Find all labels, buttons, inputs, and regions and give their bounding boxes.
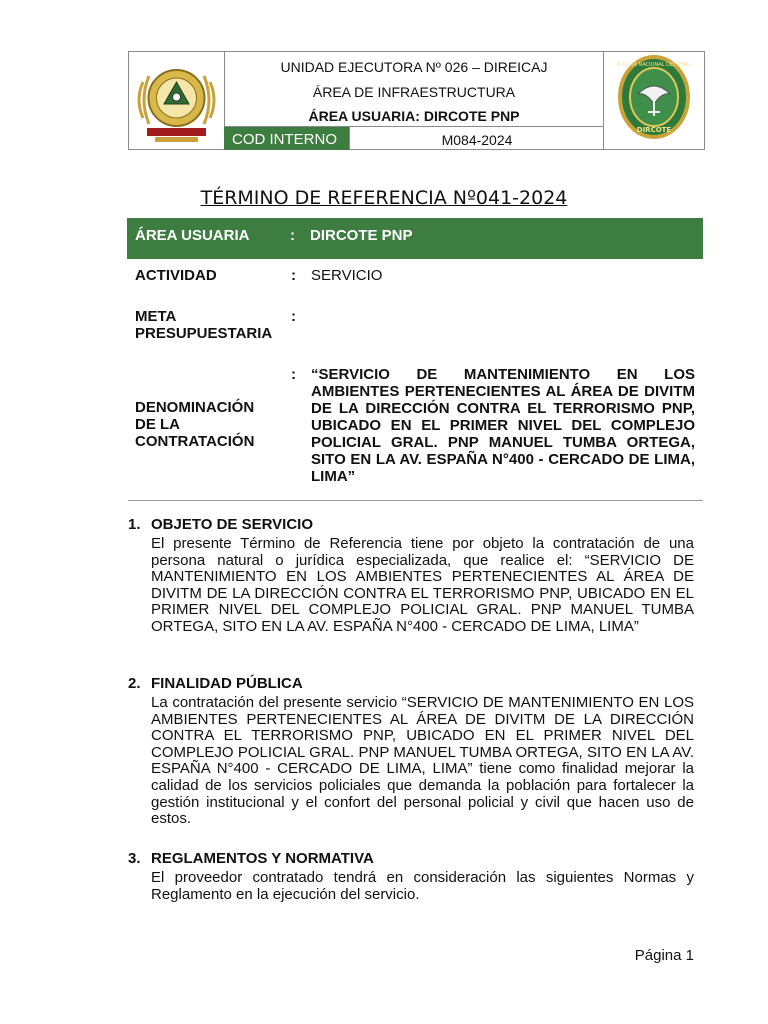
denominacion-key-line-1: DENOMINACIÓN <box>135 399 255 416</box>
denominacion-key <box>135 399 285 450</box>
header-area-line: ÁREA DE INFRAESTRUCTURA <box>312 84 516 100</box>
section-body: El presente Término de Referencia tiene por objeto la contratación de una persona natural o jurídica especializada, que realice el: “SERVICIO DE MANTENIMIENTO EN LOS AMBIENTES PERTENECIENTES AL ÁREA DE DIVITM DE LA DIRECCIÓN CONTRA EL TERRORISMO PNP, UBICADO EN EL PRIMER NIVEL DEL COMPLEJO POLICIAL GRAL. PNP MANUEL TUMBA ORTEGA, SITO EN LA AV. ESPAÑA N°400 - CERCADO DE LIMA, LIMA” <box>151 535 694 635</box>
document-title: TÉRMINO DE REFERENCIA Nº041-2024 <box>200 187 568 209</box>
page-number: Página 1 <box>634 947 694 964</box>
unit-emblem-icon <box>129 52 224 149</box>
denominacion-colon: : <box>291 366 296 383</box>
section-body: La contratación del presente servicio “SERVICIO DE MANTENIMIENTO EN LOS AMBIENTES PERTENECIENTES AL ÁREA DE DIVITM DE LA DIRECCIÓN CONTRA EL TERRORISMO PNP, UBICADO EN EL PRIMER NIVEL DEL COMPLEJO POLICIAL GRAL. PNP MANUEL TUMBA ORTEGA, SITO EN LA AV. ESPAÑA N°400 - CERCADO DE LIMA, LIMA” tiene como finalidad mejorar la calidad de los servicios policiales que demanda la población para fortalecer la gestión institucional y el confort del personal policial y civil que hacen uso de estos. <box>151 694 694 828</box>
denominacion-value: “SERVICIO DE MANTENIMIENTO EN LOS AMBIENTES PERTENECIENTES AL ÁREA DE DIVITM DE LA DIRECCIÓN CONTRA EL TERRORISMO PNP, UBICADO EN EL PRIMER NIVEL DEL COMPLEJO POLICIAL GRAL. PNP MANUEL TUMBA ORTEGA, SITO EN LA AV. ESPAÑA N°400 - CERCADO DE LIMA, LIMA” <box>311 366 695 485</box>
section-divider <box>128 500 703 501</box>
meta-key-line-1: META <box>135 308 177 325</box>
area-usuaria-ribbon <box>127 218 703 259</box>
section-heading: OBJETO DE SERVICIO <box>151 516 313 533</box>
meta-presupuestaria-colon: : <box>291 308 296 325</box>
denominacion-key-line-2: DE LA <box>135 416 180 433</box>
section-number: 3. <box>128 850 141 867</box>
section-number: 2. <box>128 675 141 692</box>
area-usuaria-value: DIRCOTE PNP <box>310 227 413 244</box>
actividad-key: ACTIVIDAD <box>135 267 217 284</box>
actividad-colon: : <box>291 267 296 284</box>
header-center <box>224 52 604 149</box>
dircote-shield-top-text: POLICIA NACIONAL DEL PERU <box>617 62 691 68</box>
section-body: El proveedor contratado tendrá en consideración las siguientes Normas y Reglamento en la ejecución del servicio. <box>151 869 694 903</box>
header-user-area-line: ÁREA USUARIA: DIRCOTE PNP <box>308 108 520 124</box>
header-unit-line: UNIDAD EJECUTORA Nº 026 – DIREICAJ <box>280 59 548 75</box>
left-logo-cell <box>129 52 225 149</box>
actividad-value: SERVICIO <box>311 267 383 284</box>
document-header <box>128 51 705 150</box>
dircote-shield-bottom-text: DIRCOTE <box>636 126 672 134</box>
internal-code-label: COD INTERNO <box>224 127 349 150</box>
right-logo-cell <box>603 52 704 149</box>
section-heading: REGLAMENTOS Y NORMATIVA <box>151 850 374 867</box>
denominacion-key-line-3: CONTRATACIÓN <box>135 433 255 450</box>
internal-code-row <box>224 126 604 150</box>
dircote-shield-icon <box>604 52 704 149</box>
area-usuaria-key: ÁREA USUARIA <box>135 227 250 244</box>
section-heading: FINALIDAD PÚBLICA <box>151 675 303 692</box>
meta-key-line-2: PRESUPUESTARIA <box>135 325 273 342</box>
section-number: 1. <box>128 516 141 533</box>
meta-presupuestaria-key <box>135 308 285 342</box>
internal-code-value: M084-2024 <box>349 127 604 150</box>
area-usuaria-colon: : <box>290 227 295 244</box>
